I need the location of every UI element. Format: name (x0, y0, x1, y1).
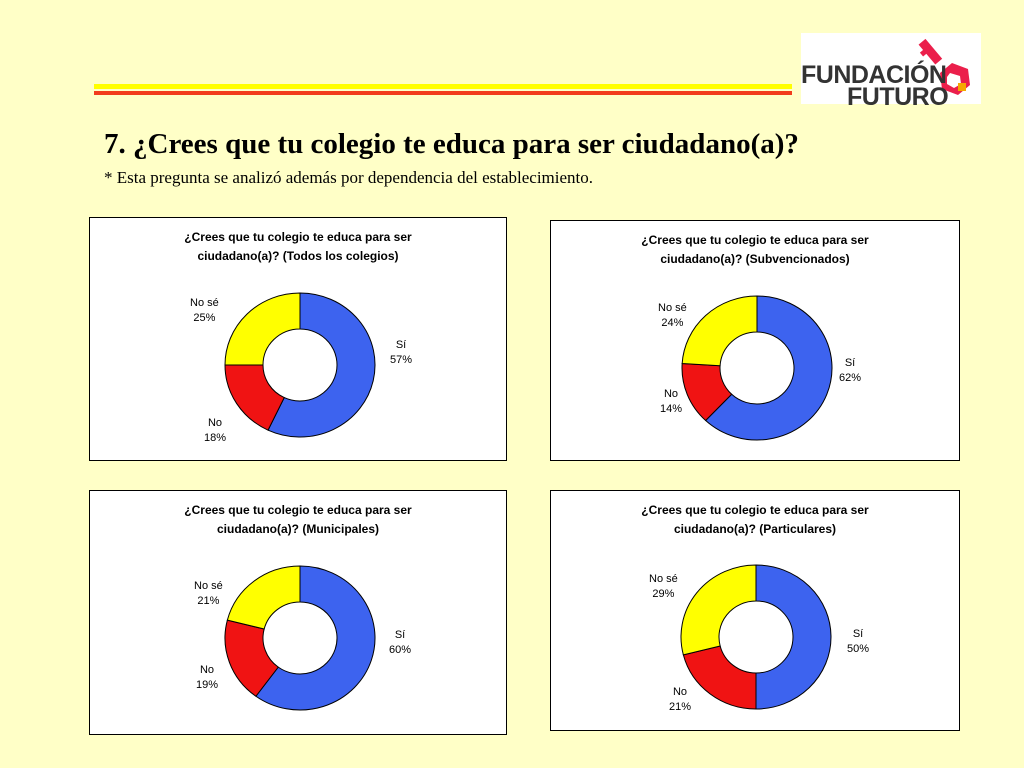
donut-chart-todos (220, 290, 380, 440)
chart-title-line1: ¿Crees que tu colegio te educa para ser (641, 503, 869, 517)
page-subtitle: * Esta pregunta se analizó además por dependencia del establecimiento. (104, 168, 594, 187)
chart-title-line1: ¿Crees que tu colegio te educa para ser (641, 233, 869, 247)
page-title: 7. ¿Crees que tu colegio te educa para ser ciudadano(a)? (104, 128, 799, 160)
label-si: Sí 60% (389, 629, 412, 656)
label-no: No 21% (669, 686, 692, 713)
label-nose: No sé 24% (658, 302, 687, 329)
chart-panel-todos (89, 217, 507, 461)
donut-chart-subvencionados (677, 293, 837, 443)
label-nose: No sé 29% (649, 573, 678, 600)
chart-title-line2: ciudadano(a)? (Subvencionados) (660, 252, 850, 266)
slice-nose (682, 296, 757, 366)
chart-panel-particulares (550, 490, 960, 731)
slice-nose (225, 293, 300, 365)
header-stripe-yellow (94, 84, 792, 89)
logo-text-line2: FUTURO (847, 83, 949, 111)
chart-title-line2: ciudadano(a)? (Particulares) (673, 522, 837, 536)
chart-title-line2: ciudadano(a)? (Municipales) (216, 522, 379, 536)
chart-panel-municipales (89, 490, 507, 735)
label-si: Sí 57% (390, 339, 413, 366)
label-no: No 18% (204, 417, 227, 444)
donut-chart-particulares (676, 562, 836, 712)
logo-text-line1: FUNDACIÓN (801, 61, 947, 89)
chart-title-line1: ¿Crees que tu colegio te educa para ser (184, 230, 412, 244)
donut-chart-municipales (220, 563, 380, 713)
slice-no (683, 646, 756, 709)
chart-title-line2: ciudadano(a)? (Todos los colegios) (197, 249, 399, 263)
label-si: Sí 62% (839, 357, 862, 384)
chart-title-line1: ¿Crees que tu colegio te educa para ser (184, 503, 412, 517)
fundacion-futuro-logo (801, 33, 981, 111)
label-nose: No sé 25% (190, 297, 219, 324)
label-si: Sí 50% (847, 628, 870, 655)
slice-nose (681, 565, 756, 655)
label-no: No 19% (196, 664, 219, 691)
slice-si (756, 565, 831, 709)
header-stripe-red (94, 91, 792, 95)
label-no: No 14% (660, 388, 683, 415)
label-nose: No sé 21% (194, 580, 223, 607)
chart-panel-subvencionados (550, 220, 960, 461)
slice-nose (227, 566, 300, 629)
